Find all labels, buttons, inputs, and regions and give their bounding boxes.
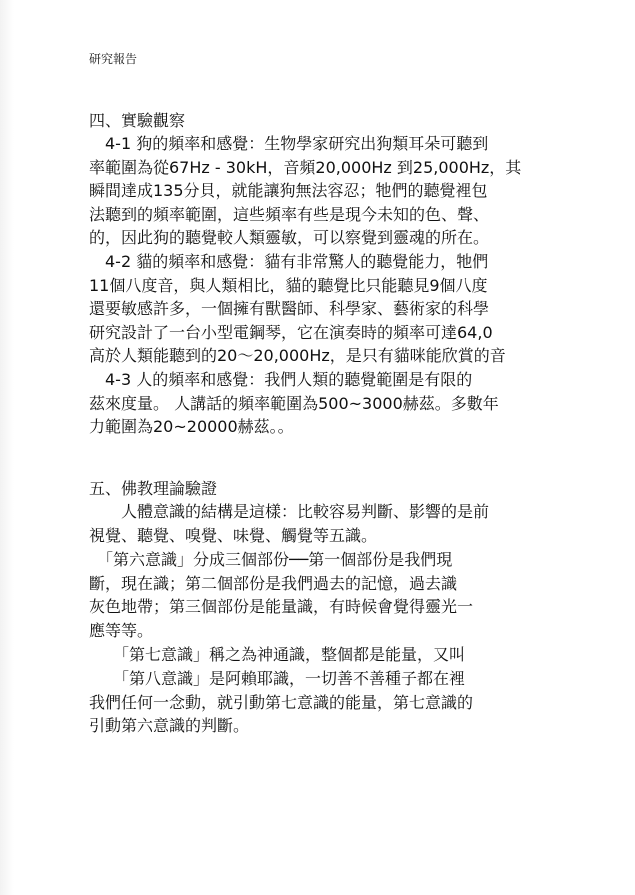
paragraph-line: 力範圍為20~20000赫茲。。 (89, 417, 294, 437)
paragraph-line: 視覺、聽覺、嗅覺、味覺、觸覺等五識。 (89, 525, 378, 545)
paragraph-4-1 (89, 132, 635, 250)
paragraph-4-2 (89, 250, 635, 368)
paragraph-line: 「第六意識」分成三個部份──第一個部份是我們現 (89, 550, 453, 569)
paragraph-line: 茲來度量。 人講話的頻率範圍為500~3000赫茲。多數年 (89, 393, 499, 413)
section-5-heading: 五、佛教理論驗證 (89, 479, 218, 498)
paragraph-line: 灰色地帶；第三個部份是能量識，有時候會覺得靈光一 (89, 597, 474, 617)
paragraph-line: 我們任何一念動，就引動第七意識的能量，第七意識的 (89, 692, 474, 712)
page-header: 研究報告 (89, 52, 138, 66)
paragraph-5-1 (89, 500, 635, 547)
section-4-heading: 四、實驗觀察 (89, 111, 186, 130)
paragraph-line: 引動第六意識的判斷。 (89, 716, 250, 736)
paragraph-line: 「第八意識」是阿賴耶識，一切善不善種子都在裡 (89, 669, 466, 688)
paragraph-5-3 (89, 643, 635, 667)
paragraph-line: 研究設計了一台小型電鋼琴，它在演奏時的頻率可達64,0 (89, 322, 493, 342)
paragraph-line: 4-1 狗的頻率和感覺：生物學家研究出狗類耳朵可聽到 (89, 134, 489, 153)
paragraph-line: 高於人類能聽到的20～20,000Hz，是只有貓咪能欣賞的音 (89, 346, 506, 366)
paragraph-5-4 (89, 667, 635, 738)
paragraph-line: 應等等。 (89, 620, 154, 640)
paragraph-line: 法聽到的頻率範圍，這些頻率有些是現今未知的色、聲、 (89, 204, 490, 224)
paragraph-line: 瞬間達成135分貝，就能讓狗無法容忍；牠們的聽覺裡包 (89, 181, 488, 201)
paragraph-line: 「第七意識」稱之為神通識，整個都是能量，又叫 (89, 645, 466, 664)
paragraph-line: 還要敏感許多，一個擁有獸醫師、科學家、藝術家的科學 (89, 299, 490, 319)
paragraph-line: 4-2 貓的頻率和感覺：貓有非常驚人的聽覺能力，牠們 (89, 252, 489, 271)
page-left-edge-shadow (0, 0, 14, 895)
paragraph-line: 斷，現在識；第二個部份是我們過去的記憶，過去識 (89, 573, 458, 593)
paragraph-line: 人體意識的結構是這樣：比較容易判斷、影響的是前 (89, 502, 490, 521)
paragraph-line: 11個八度音，與人類相比，貓的聽覺比只能聽見9個八度 (89, 275, 488, 295)
paragraph-4-3 (89, 368, 635, 439)
paragraph-line: 的，因此狗的聽覺較人類靈敏，可以察覺到靈魂的所在。 (89, 228, 490, 248)
paragraph-5-2 (89, 548, 635, 642)
paragraph-line: 4-3 人的頻率和感覺：我們人類的聽覺範圍是有限的 (89, 370, 473, 389)
paragraph-line: 率範圍為從67Hz - 30kH，音頻20,000Hz 到25,000Hz，其 (89, 157, 522, 177)
